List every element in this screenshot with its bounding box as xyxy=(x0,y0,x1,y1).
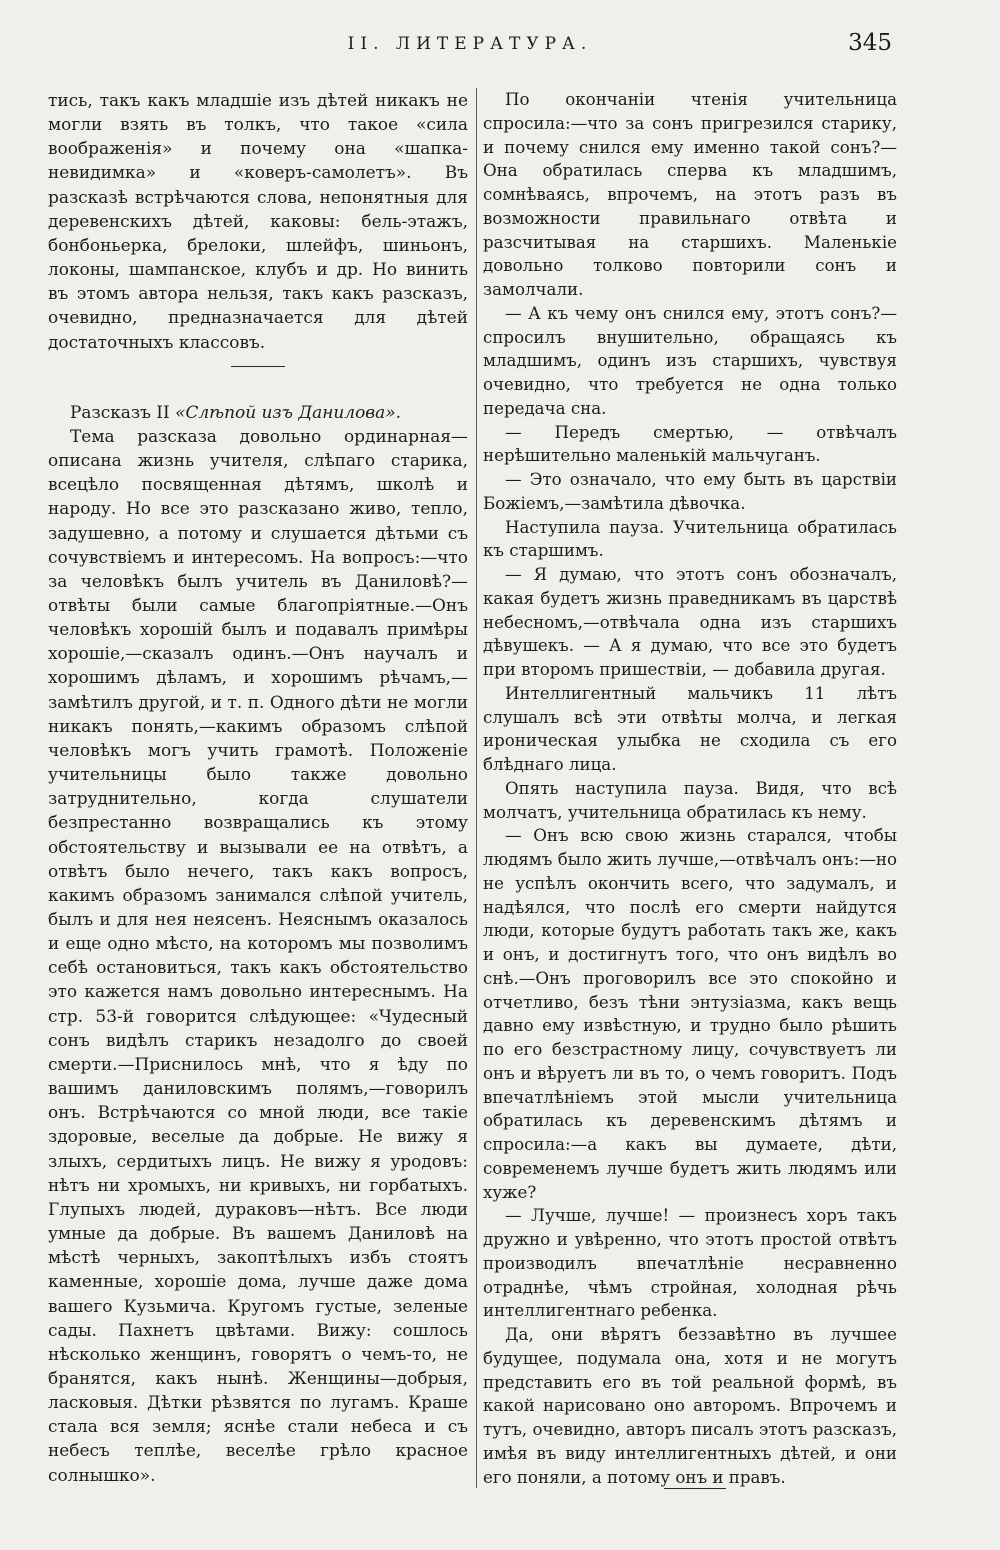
paragraph: Тема разсказа довольно ординарная—описана жизнь учителя, слѣпаго старика, всецѣло посвященная дѣтямъ, школѣ и народу. Но все это разсказано живо, тепло, задушевно, а потому и слушается дѣтьми съ сочувствіемъ и интересомъ. На вопросъ:—что за человѣкъ былъ учитель въ Даниловѣ?—отвѣты были самые благопріятные.—Онъ человѣкъ хорошій былъ и подавалъ примѣры хорошіе,—сказалъ одинъ.—Онъ научалъ и хорошимъ дѣламъ, и хорошимъ рѣчамъ,—замѣтилъ другой, и т. п. Одного дѣти не могли никакъ понять,—какимъ образомъ слѣпой человѣкъ могъ учить грамотѣ. Положеніе учительницы было также довольно затруднительно, когда слушатели безпрестанно возвращались къ этому обстоятельству и вызывали ее на отвѣтъ, а отвѣтъ было нечего, такъ какъ вопросъ, какимъ образомъ занимался слѣпой учитель, былъ и для нея неясенъ. Неяснымъ оказалось и еще одно мѣсто, на которомъ мы позволимъ себѣ остановиться, такъ какъ обстоятельство это кажется намъ довольно интереснымъ. На стр. 53-й говорится слѣдующее: «Чудесный сонъ видѣлъ старикъ незадолго до своей смерти.—Приснилось мнѣ, что я ѣду по вашимъ даниловскимъ полямъ,—говорилъ онъ. Встрѣчаются со мной люди, все такіе здоровые, веселые да добрые. Не вижу я злыхъ, сердитыхъ лицъ. Не вижу я уродовъ: нѣтъ ни хромыхъ, ни кривыхъ, ни горбатыхъ. Глупыхъ людей, дураковъ—нѣтъ. Все люди умные да добрые. Въ вашемъ Даниловѣ на мѣстѣ черныхъ, закоптѣлыхъ избъ стоятъ каменные, хорошіе дома, лучше даже дома вашего Кузьмича. Кругомъ густые, зеленые сады. Пахнетъ цвѣтами. Вижу: сошлось нѣсколько женщинъ, говорятъ о чемъ-то, не бранятся, какъ нынѣ. Женщины—добрыя, ласковыя. Дѣтки рѣзвятся по лугамъ. Краше стала вся земля; яснѣе стали небеса и съ небесъ теплѣе, веселѣе грѣло красное солнышко». xyxy=(48,425,468,1485)
left-column xyxy=(48,88,468,1487)
paragraph: Наступила пауза. Учительница обратилась къ старшимъ. xyxy=(483,517,897,561)
paragraph: — Онъ всю свою жизнь старался, чтобы людямъ было жить лучше,—отвѣчалъ онъ:—но не успѣлъ окончить всего, что задумалъ, и надѣялся, что послѣ его смерти найдутся люди, которые будутъ работать такъ же, какъ и онъ, и достигнутъ того, что онъ видѣлъ во снѣ.—Онъ проговорилъ все это спокойно и отчетливо, безъ тѣни энтузіазма, какъ вещь давно ему извѣстную, и трудно было рѣшить по его безстрастному лицу, сочувствуетъ ли онъ и вѣруетъ ли въ то, о чемъ говоритъ. Подъ впечатлѣніемъ этой мысли учительница обратилась къ деревенскимъ дѣтямъ и спросила:—а какъ вы думаете, дѣти, современемъ лучше будетъ жить людямъ или хуже? xyxy=(483,826,897,1202)
paragraph: — Это означало, что ему быть въ царствіи Божіемъ,—замѣтила дѣвочка. xyxy=(483,470,897,513)
column-divider xyxy=(476,88,477,1488)
paragraph: По окончаніи чтенія учительница спросила:—что за сонъ пригрезился старику, и почему снился ему именно такой сонъ?—Она обратилась сперва къ младшимъ, сомнѣваясь, впрочемъ, на этотъ разъ въ возможности правильнаго отвѣта и разсчитывая на старшихъ. Маленькіе довольно толково повторили сонъ и замолчали. xyxy=(483,90,897,299)
page-number: 345 xyxy=(848,30,892,56)
paragraph: — Лучше, лучше! — произнесъ хоръ такъ дружно и увѣренно, что этотъ простой отвѣтъ производилъ впечатлѣніе несравненно отраднѣе, чѣмъ стройная, холодная рѣчь интеллигентнаго ребенка. xyxy=(483,1206,897,1321)
paragraph: тись, такъ какъ младшіе изъ дѣтей никакъ не могли взять въ толкъ, что такое «сила воображенія» и почему она «шапка-невидимка» и «коверъ-самолетъ». Въ разсказѣ встрѣчаются слова, непонятныя для деревенскихъ дѣтей, каковы: бель-этажъ, бонбоньерка, брелоки, шлейфъ, шиньонъ, локоны, шампанское, клубъ и др. Но винить въ этомъ автора нельзя, такъ какъ разсказъ, очевидно, предназначается для дѣтей достаточныхъ классовъ. xyxy=(48,90,468,352)
page-header xyxy=(48,30,892,64)
paragraph: — А къ чему онъ снился ему, этотъ сонъ?—спросилъ внушительно, обращаясь къ младшимъ, одинъ изъ старшихъ, чувствуя очевидно, что требуется не одна только передача сна. xyxy=(483,303,897,418)
section-divider xyxy=(231,366,285,367)
paragraph: Опять наступила пауза. Видя, что всѣ молчатъ, учительница обратилась къ нему. xyxy=(483,778,897,822)
paragraph: Да, они вѣрятъ беззавѣтно въ лучшее будущее, подумала она, хотя и не могутъ представить его въ той реальной формѣ, въ какой нарисовано оно авторомъ. Впрочемъ и тутъ, очевидно, авторъ писалъ этотъ разсказъ, имѣя въ виду интеллигентныхъ дѣтей, и они его поняли, а потому онъ и правъ. xyxy=(483,1325,897,1487)
paragraph: — Я думаю, что этотъ сонъ обозначалъ, какая будетъ жизнь праведникамъ въ царствѣ небесномъ,—отвѣчала одна изъ старшихъ дѣвушекъ. — А я думаю, что все это будетъ при второмъ пришествіи, — добавила другая. xyxy=(483,565,897,679)
paragraph: — Передъ смертью, — отвѣчалъ нерѣшительно маленькій мальчуганъ. xyxy=(483,422,897,466)
story-heading xyxy=(48,400,468,424)
story-title: «Слѣпой изъ Данилова». xyxy=(175,401,401,422)
end-divider xyxy=(664,1488,726,1489)
running-head: II. ЛИТЕРАТУРА. xyxy=(347,34,593,54)
paragraph: Интеллигентный мальчикъ 11 лѣтъ слушалъ всѣ эти отвѣты молча, и легкая ироническая улыбка не сходила съ его блѣднаго лица. xyxy=(483,683,897,774)
right-column xyxy=(483,88,897,1489)
story-label: Разсказъ II xyxy=(70,401,170,422)
